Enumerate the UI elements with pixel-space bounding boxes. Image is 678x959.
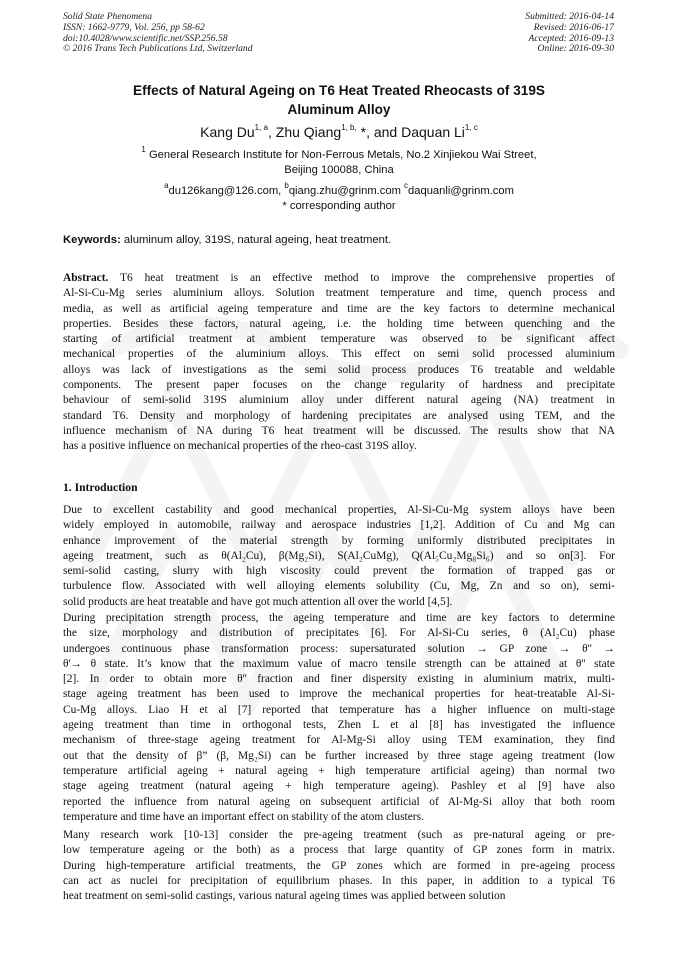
abstract: [63, 271, 615, 455]
text-line: components. The present paper focuses on the change regularity of hardness and precipitate: [63, 379, 615, 392]
text-line: low temperature ageing or the both) as a process that large quantity of GP zones form in matrix.: [63, 844, 615, 857]
affiliation-number: 1: [141, 145, 146, 155]
keywords: [63, 234, 623, 246]
email-c[interactable]: daquanli@grinm.com: [408, 185, 514, 197]
email-a[interactable]: du126kang@126.com,: [168, 185, 282, 197]
text-line: Cu-Mg alloys. Liao H et al [7] reported that temperature has a higher influence on multi-stage: [63, 703, 615, 716]
text-line: has a positive influence on mechanical properties of the rheo-cast 319S alloy.: [63, 440, 417, 453]
email-b[interactable]: qiang.zhu@grinm.com: [288, 185, 401, 197]
text-line: turbulence flow. Associated with well alloying elements solubility (Cu, Mg, Zn and so on), semi-: [63, 580, 615, 593]
text-line: out that the density of β” (β, Mg₂Si) can be further increased by three stage ageing treatment (low: [63, 749, 615, 762]
intro-paragraph-2: [63, 611, 615, 825]
text-line: standard T6. Density and morphology of hardening precipitates are analysed using TEM, and the: [63, 409, 615, 422]
author-1-affil: 1, a: [254, 123, 268, 133]
text-line: can act as nuclei for precipitation of equilibrium phases. In this paper, in addition to a typical T6: [63, 874, 615, 887]
text-line: stage ageing treatment has been used to improve the mechanical properties for heat-treatable Al-Si-: [63, 688, 615, 701]
intro-paragraph-3: [63, 828, 615, 904]
text-line: θ'→ θ state. It’s know that the maximum value of macro tensile strength can be attained at θ'' state: [63, 657, 615, 670]
author-1: Kang Du: [200, 124, 255, 140]
text-line: the size, morphology and distribution of precipitates [6]. For Al-Si-Cu series, θ (Al₂Cu) phase: [63, 627, 615, 640]
accepted-date: Accepted: 2016-09-13: [528, 32, 614, 44]
keywords-label: Keywords:: [63, 234, 121, 246]
text-line: alloys was lack of investigations as the semi solid process produces T6 treatable and weldable: [63, 363, 615, 376]
revised-date: Revised: 2016-06-17: [533, 21, 614, 33]
text-line: Abstract. T6 heat treatment is an effective method to improve the comprehensive properties of: [63, 272, 615, 284]
email-block: $^a$du126kang@126.com, $^b$qiang.zhu@grinm.com $^c$daquanli@grinm.com * corresponding author: [40, 184, 638, 213]
text-line: starting of artificial treatment at ambient temperature was observed to be significant affect: [63, 333, 615, 346]
author-2: Zhu Qiang: [275, 124, 342, 140]
author-3: Daquan Li: [401, 124, 465, 140]
affiliation: [40, 145, 638, 177]
text-line: ageing treatment, such as θ(Al₂Cu), β(Mg₂Si), S(Al₂CuMg), Q(Al₅Cu₂Mg₈Si₆) and so on[3]. For: [63, 549, 615, 562]
text-line: widely employed in automobile, railway and aerospace industries [1,2]. Addition of Cu and Mg can: [63, 519, 615, 532]
title-line-1: Effects of Natural Ageing on T6 Heat Treated Rheocasts of 319S: [133, 83, 545, 98]
text-line: semi-solid casting, slurry with high viscosity could prevent the formation of trapped gas or: [63, 565, 615, 578]
submitted-date: Submitted: 2016-04-14: [525, 11, 614, 22]
corresponding-author-note: * corresponding author: [282, 199, 396, 212]
text-line: reported the influence from natural ageing on subsequent artificial of Al-Mg-Si alloy that both room: [63, 795, 615, 808]
author-3-affil: 1, c: [464, 123, 478, 133]
intro-paragraph-1: [63, 503, 615, 610]
text-line: properties. Besides these factors, natural ageing, i.e. the holding time between quenching and the: [63, 317, 615, 330]
affiliation-line-2: Beijing 100088, China: [284, 163, 394, 176]
text-line: Due to excellent castability and good mechanical properties, Al-Si-Cu-Mg system alloys have been: [63, 504, 615, 516]
text-line: media, as well as artificial ageing temperature and time are the key factors to determine mechanical: [63, 302, 615, 315]
text-line: heat treatment on semi-solid castings, various natural ageing times was applied between solution: [63, 890, 506, 903]
author-separator-and: , and: [366, 124, 402, 140]
author-list: [40, 123, 638, 141]
author-separator: ,: [267, 124, 276, 140]
corresponding-mark: *: [356, 124, 367, 140]
author-2-affil: 1, b,: [341, 123, 357, 133]
text-line: mechanism of three-stage ageing treatment for Al-Mg-Si alloy using TEM examination, they find: [63, 734, 615, 747]
copyright: © 2016 Trans Tech Publications Ltd, Switzerland: [63, 43, 253, 55]
text-line: [2]. In order to obtain more θ'' fraction and finer dispersity existing in aluminium matrix, multi-: [63, 673, 615, 686]
text-line: temperature artificial ageing + natural ageing + high temperature artificial ageing) than normal two: [63, 764, 615, 777]
text-line: stage ageing treatment (natural ageing + high temperature ageing). Pashley et al [9] have also: [63, 780, 615, 793]
affiliation-line-1: General Research Institute for Non-Ferrous Metals, No.2 Xinjiekou Wai Street,: [148, 149, 537, 161]
text-line: Many research work [10-13] consider the pre-ageing treatment (such as pre-natural ageing or pre-: [63, 829, 615, 841]
text-line: ageing treatment than time in orthogonal tests, Zhen L et al [8] has investigated the influence: [63, 719, 615, 732]
text-line: temperature and time have an important effect on stability of the atom clusters.: [63, 810, 424, 823]
text-line: mechanical properties of the aluminium alloys. This effect on semi solid processed aluminium: [63, 348, 615, 361]
text-line: enhance improvement of the material strength by forming uniformly distributed precipitates in: [63, 534, 615, 547]
text-line: During precipitation strength process, the ageing temperature and time are key factors to determine: [63, 612, 615, 624]
abstract-label: Abstract.: [63, 272, 109, 284]
text-line: During high-temperature artificial treatments, the GP zones which are formed in pre-ageing process: [63, 859, 615, 872]
journal-info: [63, 12, 253, 55]
text-line: undergoes continuous phase transformation process: supersaturated solution → GP zone → θ'' →: [63, 642, 615, 655]
text-line: solid products are heat treatable and have got much attention all over the world [4,5].: [63, 595, 453, 608]
section-heading-introduction: 1. Introduction: [63, 481, 138, 494]
online-date: Online: 2016-09-30: [537, 43, 614, 55]
keywords-text: aluminum alloy, 319S, natural ageing, heat treatment.: [120, 234, 392, 246]
title-line-2: Aluminum Alloy: [287, 101, 391, 117]
journal-name: Solid State Phenomena: [63, 11, 152, 22]
paper-title: [40, 82, 638, 119]
dates-info: [525, 12, 614, 55]
doi: doi:10.4028/www.scientific.net/SSP.256.58: [63, 32, 228, 44]
text-line: influence mechanism of NA during T6 heat treatment will be discussed. The results show that NA: [63, 424, 615, 437]
text-line: behaviour of semi-solid 319S aluminium alloy under different natural ageing (NA) treatment in: [63, 394, 615, 407]
issn: ISSN: 1662-9779, Vol. 256, pp 58-62: [63, 21, 205, 33]
text-line: Al-Si-Cu-Mg series aluminium alloys. Solution treatment temperature and time, quench process and: [63, 287, 615, 300]
